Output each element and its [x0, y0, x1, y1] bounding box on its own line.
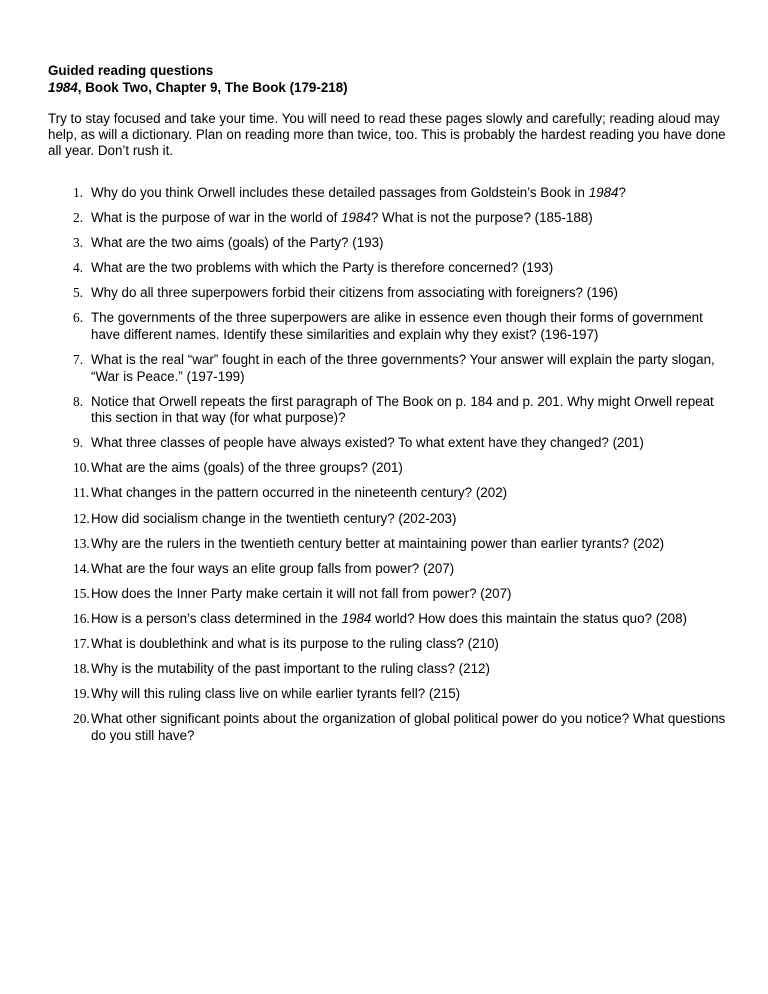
book-title: 1984 — [48, 80, 78, 95]
question-number: 8. — [73, 393, 84, 409]
question-number: 20. — [73, 711, 90, 727]
question-item — [48, 561, 728, 578]
question-item — [48, 185, 728, 202]
question-item — [48, 210, 728, 227]
question-text-part: How did socialism change in the twentieth century? (202-203) — [91, 510, 457, 526]
question-text — [91, 686, 460, 701]
question-number: 6. — [73, 310, 84, 326]
question-number: 10. — [73, 460, 90, 476]
question-text-part: Why do all three superpowers forbid their citizens from associating with foreigners? (196) — [91, 285, 618, 301]
question-text-part: Why will this ruling class live on while earlier tyrants fell? (215) — [91, 686, 461, 702]
question-number: 19. — [73, 686, 90, 702]
question-text-part: What is the real “war” fought in each of the three governments? Your answer will explain the party slogan, “War is Peace.” (197-199) — [91, 352, 715, 384]
question-item — [48, 511, 728, 528]
question-text — [91, 310, 703, 342]
question-item — [48, 686, 728, 703]
question-text — [91, 235, 384, 250]
question-text — [91, 352, 715, 384]
book-title-italic: 1984 — [588, 185, 619, 200]
question-text — [91, 185, 626, 200]
title-line-2 — [48, 79, 728, 96]
question-text-part: What changes in the pattern occurred in the nineteenth century? (202) — [91, 485, 508, 501]
question-text-part: Why is the mutability of the past important to the ruling class? (212) — [91, 661, 490, 677]
question-text — [91, 260, 553, 275]
question-text — [91, 394, 714, 426]
question-number: 17. — [73, 636, 90, 651]
question-item — [48, 636, 728, 653]
question-number: 14. — [73, 560, 90, 576]
question-text — [91, 636, 499, 651]
question-text — [91, 460, 403, 475]
question-text-part: Why are the rulers in the twentieth century better at maintaining power than earlier tyrants? (202) — [91, 535, 665, 551]
question-number: 13. — [73, 535, 90, 551]
question-text-part: What is doublethink and what is its purpose to the ruling class? (210) — [91, 636, 499, 651]
question-item — [48, 260, 728, 277]
document-title — [48, 62, 728, 96]
question-text — [91, 536, 664, 551]
intro-paragraph: Try to stay focused and take your time. You will need to read these pages slowly and carefully; reading aloud may help, as will a dictionary. Plan on reading more than twice, too. This is probably the hardest reading you have done all year. Don’t rush it. — [48, 111, 726, 158]
question-number: 7. — [73, 352, 84, 368]
question-text-part: Notice that Orwell repeats the first paragraph of The Book on p. 184 and p. 201. Why might Orwell repeat this section in that way (for what purpose)? — [91, 393, 714, 426]
question-text — [91, 285, 618, 300]
question-text-part: What are the two problems with which the Party is therefore concerned? (193) — [91, 260, 554, 276]
question-item — [48, 285, 728, 302]
question-number: 1. — [73, 185, 84, 200]
question-item — [48, 485, 728, 502]
question-item — [48, 435, 728, 452]
question-item — [48, 352, 728, 385]
book-title-italic: 1984 — [341, 610, 372, 626]
question-item — [48, 235, 728, 252]
question-text — [91, 586, 512, 601]
question-text — [91, 561, 454, 576]
question-number: 4. — [73, 260, 84, 276]
question-number: 3. — [73, 235, 84, 251]
question-number: 18. — [73, 661, 90, 677]
document-page — [48, 62, 728, 753]
question-number: 15. — [73, 585, 90, 601]
question-text — [91, 511, 456, 526]
question-item — [48, 586, 728, 603]
question-text-part: What are the four ways an elite group falls from power? (207) — [91, 560, 455, 576]
question-text-part: The governments of the three superpowers are alike in essence even though their forms of government have different names. Identify these similarities and explain why they exist? (196-197) — [91, 310, 703, 342]
question-text — [91, 485, 507, 500]
question-number: 12. — [73, 510, 90, 526]
question-text — [91, 435, 644, 450]
question-text-part: What are the aims (goals) of the three groups? (201) — [91, 460, 403, 476]
title-line-1: Guided reading questions — [48, 63, 214, 78]
question-item — [48, 611, 728, 628]
question-text-part: ? What is not the purpose? (185-188) — [370, 210, 593, 226]
book-title-italic: 1984 — [341, 210, 371, 226]
question-number: 5. — [73, 285, 84, 301]
question-item — [48, 661, 728, 678]
question-item — [48, 536, 728, 553]
question-text-part: What three classes of people have always existed? To what extent have they changed? (201) — [91, 435, 644, 451]
question-item — [48, 460, 728, 477]
question-text-part: world? How does this maintain the status quo? (208) — [371, 610, 687, 626]
question-text — [91, 611, 687, 626]
question-item — [48, 711, 728, 744]
question-text-part: How is a person’s class determined in the — [91, 610, 342, 626]
question-item — [48, 310, 728, 343]
question-number: 16. — [73, 610, 90, 626]
question-text — [91, 661, 490, 676]
question-number: 9. — [73, 435, 84, 451]
question-text — [91, 210, 593, 225]
question-number: 2. — [73, 210, 84, 226]
question-text — [91, 711, 725, 743]
question-text-part: Why do you think Orwell includes these detailed passages from Goldstein’s Book in — [91, 185, 589, 200]
question-text-part: How does the Inner Party make certain it will not fall from power? (207) — [91, 585, 512, 601]
question-text-part: What other significant points about the organization of global political power do you notice? What questions do you still have? — [91, 711, 726, 743]
question-text-part: What are the two aims (goals) of the Party? (193) — [91, 235, 384, 251]
question-list — [48, 185, 728, 744]
question-text-part: ? — [618, 185, 626, 200]
question-number: 11. — [73, 485, 90, 501]
question-text-part: What is the purpose of war in the world of — [91, 210, 342, 226]
question-item — [48, 394, 728, 427]
chapter-info: , Book Two, Chapter 9, The Book (179-218) — [77, 80, 348, 95]
